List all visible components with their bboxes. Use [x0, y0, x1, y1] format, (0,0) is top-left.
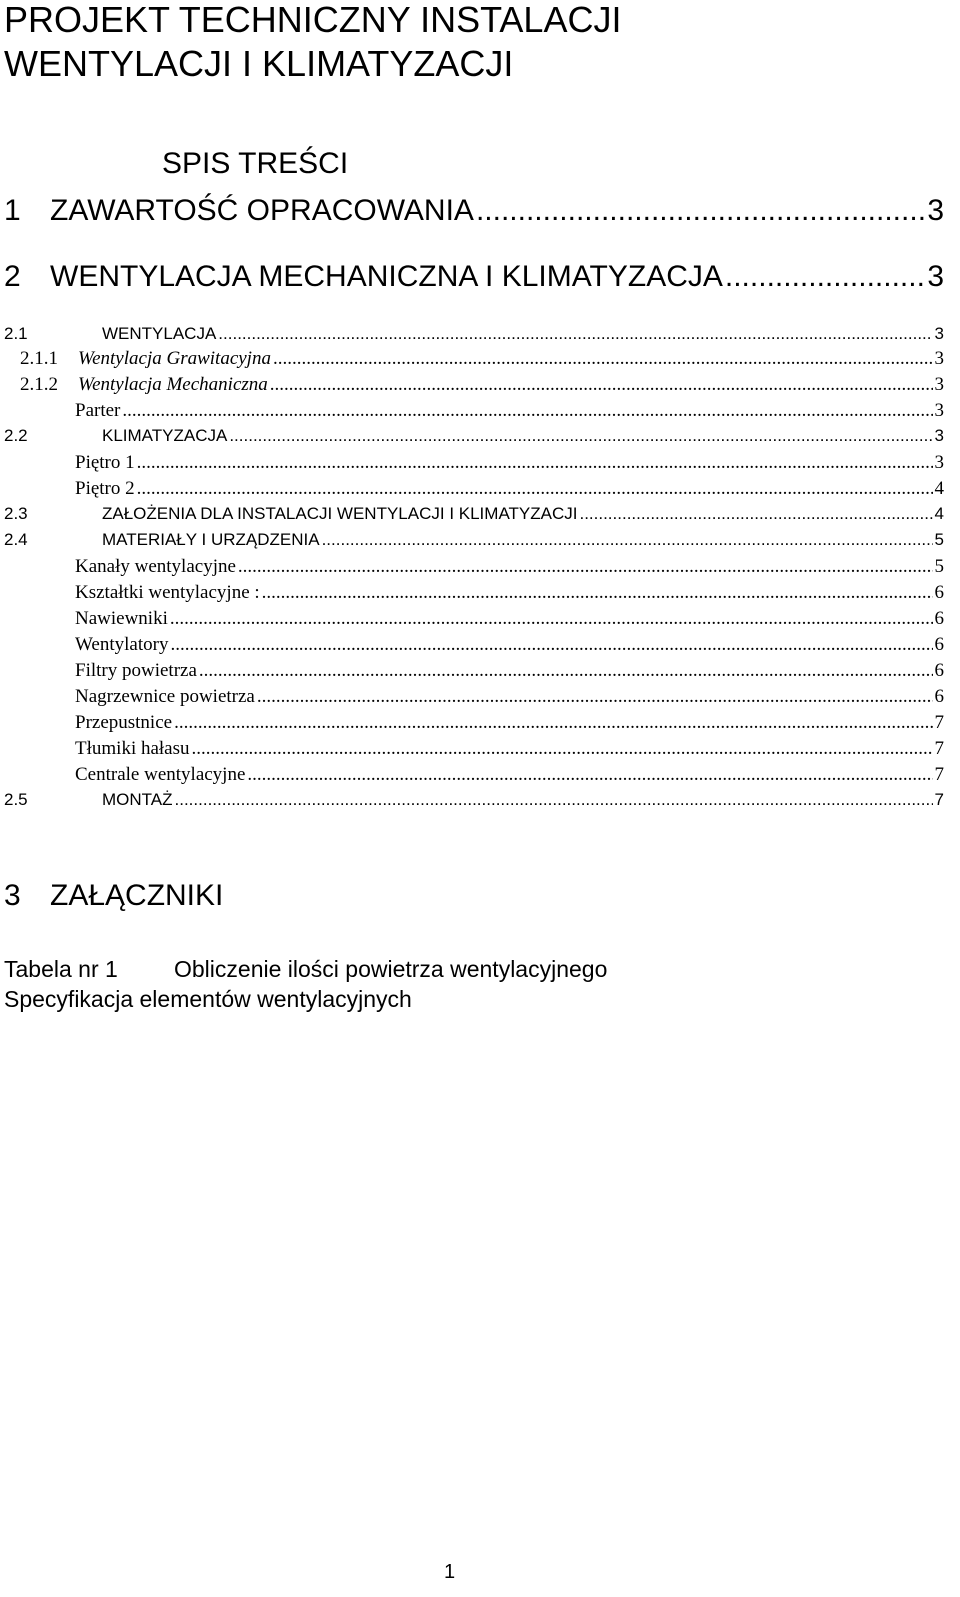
toc-label: Wentylacja Mechaniczna [78, 374, 268, 395]
toc-leader [122, 400, 932, 422]
toc-label: Nawiewniki [75, 608, 168, 629]
toc-label: Przepustnice [75, 712, 173, 733]
toc-number: 2 [4, 260, 21, 293]
toc-page: 3 [927, 260, 944, 293]
page-number: 1 [444, 1561, 456, 1583]
table-label: Tabela nr 1 [4, 956, 118, 982]
toc-label: MATERIAŁY I URZĄDZENIA [102, 530, 320, 549]
toc-leader [238, 556, 933, 578]
toc-entry[interactable] [4, 324, 944, 350]
toc-number: 2.4 [4, 530, 28, 549]
toc-page: 7 [934, 764, 944, 785]
toc-entry[interactable] [4, 530, 944, 556]
toc-entry[interactable] [75, 660, 944, 686]
toc-leader [579, 504, 932, 524]
toc-page: 6 [934, 634, 944, 655]
toc-label: Kanały wentylacyjne [75, 556, 236, 577]
toc-label: KLIMATYZACJA [102, 426, 228, 445]
toc-label: WENTYLACJA [102, 324, 217, 343]
toc-leader [175, 790, 933, 810]
toc-number: 2.2 [4, 426, 28, 445]
toc-page: 6 [934, 582, 944, 603]
toc-number: 2.3 [4, 504, 28, 523]
toc-leader [247, 764, 932, 786]
attachment-specification: Specyfikacja elementów wentylacyjnych [4, 986, 412, 1012]
toc-number: 1 [4, 194, 21, 227]
toc-page: 7 [934, 738, 944, 759]
toc-entry[interactable] [75, 686, 944, 712]
toc-page: 7 [934, 790, 944, 809]
toc-label: Nagrzewnice powietrza [75, 686, 255, 707]
toc-number: 2.1.1 [20, 348, 58, 369]
attachments-heading [4, 876, 223, 916]
attachments-number: 3 [4, 879, 21, 912]
toc-entry[interactable] [75, 400, 944, 426]
toc-leader [137, 478, 933, 500]
toc-page: 3 [927, 194, 944, 227]
toc-page: 3 [934, 324, 944, 343]
toc-leader [270, 374, 933, 396]
attachments-title: ZAŁĄCZNIKI [50, 879, 224, 912]
title-line-2: WENTYLACJI I KLIMATYZACJI [4, 43, 514, 84]
toc-leader [257, 686, 933, 708]
toc-heading: SPIS TREŚCI [162, 147, 349, 180]
toc-label: Piętro 2 [75, 478, 135, 499]
toc-entry[interactable] [75, 634, 944, 660]
toc-leader [170, 608, 933, 630]
toc-entry[interactable] [75, 712, 944, 738]
toc-page: 4 [934, 478, 944, 499]
toc-page: 3 [934, 374, 944, 395]
toc-page: 6 [934, 686, 944, 707]
toc-label: Tłumiki hałasu [75, 738, 190, 759]
table-title: Obliczenie ilości powietrza wentylacyjnego [174, 956, 608, 982]
toc-entry[interactable] [75, 738, 944, 764]
toc-leader [192, 738, 933, 760]
toc-leader [273, 348, 933, 370]
toc-label: WENTYLACJA MECHANICZNA I KLIMATYZACJA [50, 260, 723, 293]
toc-leader [218, 324, 932, 344]
toc-page: 6 [934, 608, 944, 629]
toc-entry[interactable] [75, 764, 944, 790]
toc-leader [229, 426, 932, 446]
toc-entry[interactable] [75, 478, 944, 504]
toc-label: Kształtki wentylacyjne : [75, 582, 260, 603]
toc-page: 3 [934, 400, 944, 421]
toc-entry[interactable] [4, 260, 944, 300]
toc-entry[interactable] [75, 582, 944, 608]
toc-page: 3 [934, 348, 944, 369]
toc-page: 7 [934, 712, 944, 733]
toc-page: 5 [934, 556, 944, 577]
toc-leader [725, 260, 925, 294]
toc-leader [476, 194, 925, 228]
toc-label: Filtry powietrza [75, 660, 197, 681]
toc-label: Piętro 1 [75, 452, 135, 473]
toc-page: 6 [934, 660, 944, 681]
toc-entry[interactable] [4, 504, 944, 530]
toc-label: Wentylatory [75, 634, 169, 655]
attachment-table [4, 954, 607, 984]
toc-entry[interactable] [75, 556, 944, 582]
toc-leader [137, 452, 933, 474]
toc-number: 2.1.2 [20, 374, 58, 395]
toc-leader [199, 660, 933, 682]
toc-page: 3 [934, 426, 944, 445]
toc-entry[interactable] [20, 348, 944, 374]
toc-leader [174, 712, 932, 734]
toc-entry[interactable] [4, 426, 944, 452]
toc-entry[interactable] [20, 374, 944, 400]
toc-label: Centrale wentylacyjne [75, 764, 246, 785]
toc-number: 2.1 [4, 324, 28, 343]
toc-page: 5 [934, 530, 944, 549]
toc-leader [170, 634, 932, 656]
toc-label: ZAŁOŻENIA DLA INSTALACJI WENTYLACJI I KLIMATYZACJI [102, 504, 578, 523]
toc-entry[interactable] [4, 194, 944, 234]
toc-number: 2.5 [4, 790, 28, 809]
toc-label: MONTAŻ [102, 790, 173, 809]
toc-entry[interactable] [4, 790, 944, 816]
toc-page: 3 [934, 452, 944, 473]
toc-page: 4 [934, 504, 944, 523]
toc-leader [322, 530, 933, 550]
toc-label: Wentylacja Grawitacyjna [78, 348, 271, 369]
toc-entry[interactable] [75, 452, 944, 478]
toc-entry[interactable] [75, 608, 944, 634]
toc-label: Parter [75, 400, 121, 421]
toc-label: ZAWARTOŚĆ OPRACOWANIA [50, 194, 474, 227]
title-line-1: PROJEKT TECHNICZNY INSTALACJI [4, 0, 622, 40]
toc-leader [262, 582, 933, 604]
